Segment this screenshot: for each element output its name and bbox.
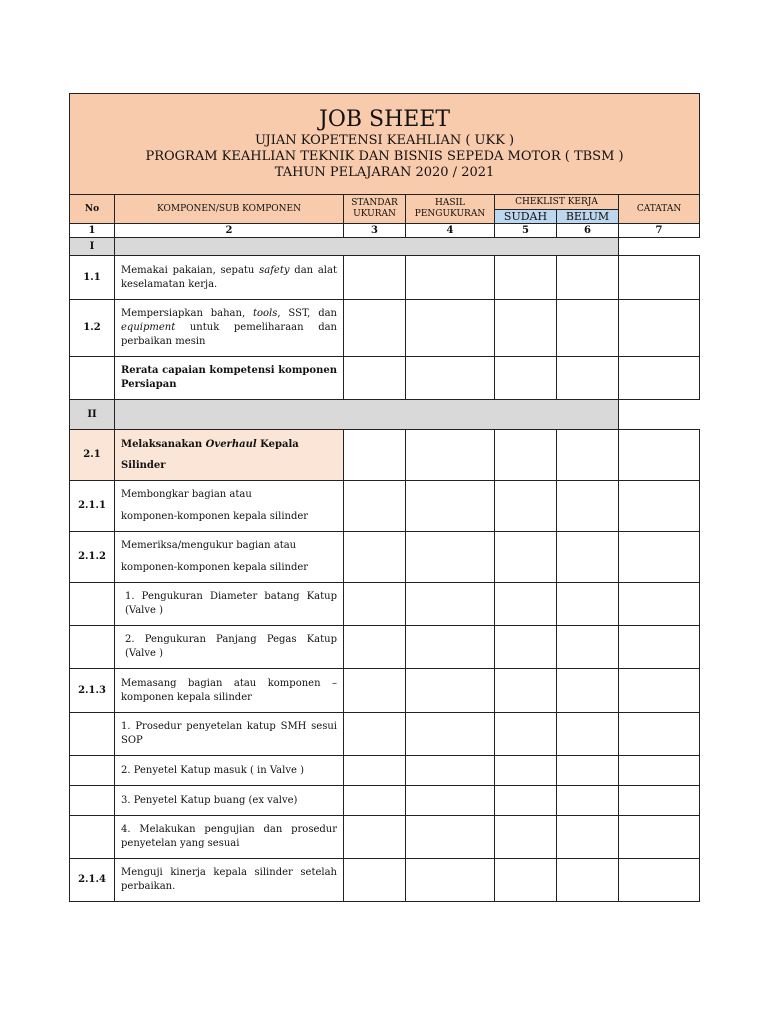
cell-belum[interactable] xyxy=(557,583,619,626)
table-row xyxy=(70,481,700,532)
header-line-3: TAHUN PELAJARAN 2020 / 2021 xyxy=(274,165,495,180)
cell-belum[interactable] xyxy=(557,786,619,816)
cell-standar[interactable] xyxy=(344,532,406,583)
table-row xyxy=(70,816,700,859)
row-text: Menguji kinerja kepala silinder setelah perbaikan. xyxy=(115,859,344,902)
table-row xyxy=(70,532,700,583)
cell-catatan[interactable] xyxy=(619,300,700,357)
header-line-1: UJIAN KOPETENSI KEAHLIAN ( UKK ) xyxy=(254,133,515,148)
table-row xyxy=(70,756,700,786)
col-number: 1 xyxy=(70,224,115,238)
cell-sudah[interactable] xyxy=(495,786,557,816)
cell-hasil[interactable] xyxy=(406,669,495,713)
cell-belum[interactable] xyxy=(557,859,619,902)
cell-hasil[interactable] xyxy=(406,786,495,816)
cell-standar[interactable] xyxy=(344,756,406,786)
row-number: 2.1.3 xyxy=(70,669,115,713)
row-text: 3. Penyetel Katup buang (ex valve) xyxy=(115,786,344,816)
job-sheet xyxy=(69,93,699,902)
cell-belum[interactable] xyxy=(557,756,619,786)
col-catatan: CATATAN xyxy=(619,195,700,224)
section-number: II xyxy=(70,400,115,430)
col-no: No xyxy=(70,195,115,224)
row-number: 1.2 xyxy=(70,300,115,357)
cell-hasil[interactable] xyxy=(406,626,495,669)
sheet-header xyxy=(70,94,700,195)
job-sheet-table xyxy=(69,93,700,902)
cell-standar[interactable] xyxy=(344,626,406,669)
cell-belum[interactable] xyxy=(557,532,619,583)
col-komponen: KOMPONEN/SUB KOMPONEN xyxy=(115,195,344,224)
cell-standar[interactable] xyxy=(344,816,406,859)
table-row xyxy=(70,786,700,816)
row-text: Melaksanakan Overhaul Kepala Silinder xyxy=(115,430,344,481)
row-text: Membongkar bagian atau komponen-komponen kepala silinder xyxy=(115,481,344,532)
table-row xyxy=(70,626,700,669)
cell-standar[interactable] xyxy=(344,859,406,902)
col-number: 5 xyxy=(495,224,557,238)
cell-catatan[interactable] xyxy=(619,859,700,902)
cell-sudah[interactable] xyxy=(495,669,557,713)
col-belum: BELUM xyxy=(557,210,619,224)
row-text: 2. Pengukuran Panjang Pegas Katup (Valve ) xyxy=(115,626,344,669)
cell-sudah[interactable] xyxy=(495,583,557,626)
cell-sudah[interactable] xyxy=(495,626,557,669)
cell-standar[interactable] xyxy=(344,669,406,713)
cell-belum[interactable] xyxy=(557,669,619,713)
cell-catatan[interactable] xyxy=(619,786,700,816)
section-number: I xyxy=(70,238,115,256)
cell-belum[interactable] xyxy=(557,816,619,859)
cell-standar[interactable] xyxy=(344,583,406,626)
cell-sudah[interactable] xyxy=(495,816,557,859)
sheet-title: JOB SHEET xyxy=(319,107,451,132)
cell-hasil[interactable] xyxy=(406,357,495,400)
row-text: Memeriksa/mengukur bagian atau komponen-komponen kepala silinder xyxy=(115,532,344,583)
cell-belum[interactable] xyxy=(557,357,619,400)
col-number: 3 xyxy=(344,224,406,238)
cell-standar[interactable] xyxy=(344,481,406,532)
cell-sudah[interactable] xyxy=(495,357,557,400)
cell-hasil[interactable] xyxy=(406,300,495,357)
cell-sudah[interactable] xyxy=(495,532,557,583)
cell-standar[interactable] xyxy=(344,786,406,816)
cell-sudah[interactable] xyxy=(495,756,557,786)
section-row xyxy=(70,400,700,430)
col-checklist: CHEKLIST KERJA xyxy=(495,195,619,210)
table-row xyxy=(70,357,700,400)
cell-catatan[interactable] xyxy=(619,816,700,859)
cell-hasil[interactable] xyxy=(406,816,495,859)
row-number: 2.1 xyxy=(70,430,115,481)
cell-catatan[interactable] xyxy=(619,256,700,300)
cell-sudah[interactable] xyxy=(495,481,557,532)
column-number-row xyxy=(70,224,700,238)
table-row xyxy=(70,430,700,481)
cell-hasil[interactable] xyxy=(406,713,495,756)
cell-hasil[interactable] xyxy=(406,430,495,481)
cell-standar[interactable] xyxy=(344,256,406,300)
cell-belum[interactable] xyxy=(557,300,619,357)
section-bar xyxy=(115,400,619,430)
cell-standar[interactable] xyxy=(344,430,406,481)
section-row xyxy=(70,238,700,256)
table-row xyxy=(70,669,700,713)
col-number: 6 xyxy=(557,224,619,238)
row-number: 2.1.4 xyxy=(70,859,115,902)
row-text: 1. Prosedur penyetelan katup SMH sesui SOP xyxy=(115,713,344,756)
cell-belum[interactable] xyxy=(557,430,619,481)
col-number: 2 xyxy=(115,224,344,238)
row-number: 2.1.1 xyxy=(70,481,115,532)
col-number: 7 xyxy=(619,224,700,238)
table-row xyxy=(70,583,700,626)
row-number: 1.1 xyxy=(70,256,115,300)
cell-catatan[interactable] xyxy=(619,669,700,713)
cell-hasil[interactable] xyxy=(406,756,495,786)
cell-standar[interactable] xyxy=(344,300,406,357)
row-text: 4. Melakukan pengujian dan prosedur penyetelan yang sesuai xyxy=(115,816,344,859)
cell-catatan[interactable] xyxy=(619,756,700,786)
cell-belum[interactable] xyxy=(557,481,619,532)
cell-catatan[interactable] xyxy=(619,357,700,400)
cell-sudah[interactable] xyxy=(495,256,557,300)
cell-sudah[interactable] xyxy=(495,713,557,756)
table-row xyxy=(70,713,700,756)
cell-hasil[interactable] xyxy=(406,532,495,583)
cell-belum[interactable] xyxy=(557,626,619,669)
header-line-2: PROGRAM KEAHLIAN TEKNIK DAN BISNIS SEPEDA MOTOR ( TBSM ) xyxy=(145,149,624,164)
cell-hasil[interactable] xyxy=(406,481,495,532)
row-number: 2.1.2 xyxy=(70,532,115,583)
cell-belum[interactable] xyxy=(557,256,619,300)
cell-belum[interactable] xyxy=(557,713,619,756)
cell-hasil[interactable] xyxy=(406,583,495,626)
cell-sudah[interactable] xyxy=(495,430,557,481)
table-row xyxy=(70,859,700,902)
section-bar xyxy=(115,238,619,256)
cell-catatan[interactable] xyxy=(619,583,700,626)
cell-catatan[interactable] xyxy=(619,430,700,481)
cell-catatan[interactable] xyxy=(619,713,700,756)
cell-catatan[interactable] xyxy=(619,532,700,583)
row-text: Memakai pakaian, sepatu safety dan alat keselamatan kerja. xyxy=(115,256,344,300)
cell-hasil[interactable] xyxy=(406,256,495,300)
cell-sudah[interactable] xyxy=(495,859,557,902)
col-standar: STANDAR UKURAN xyxy=(344,195,406,224)
col-hasil: HASIL PENGUKURAN xyxy=(406,195,495,224)
table-row xyxy=(70,300,700,357)
row-text: 2. Penyetel Katup masuk ( in Valve ) xyxy=(115,756,344,786)
cell-catatan[interactable] xyxy=(619,626,700,669)
row-text: Mempersiapkan bahan, tools, SST, dan equipment untuk pemeliharaan dan perbaikan mesin xyxy=(115,300,344,357)
col-sudah: SUDAH xyxy=(495,210,557,224)
cell-standar[interactable] xyxy=(344,713,406,756)
row-text: 1. Pengukuran Diameter batang Katup (Valve ) xyxy=(115,583,344,626)
col-number: 4 xyxy=(406,224,495,238)
cell-hasil[interactable] xyxy=(406,859,495,902)
rerata-text: Rerata capaian kompetensi komponen Persiapan xyxy=(115,357,344,400)
cell-catatan[interactable] xyxy=(619,481,700,532)
table-row xyxy=(70,256,700,300)
cell-standar[interactable] xyxy=(344,357,406,400)
cell-sudah[interactable] xyxy=(495,300,557,357)
row-text: Memasang bagian atau komponen – komponen kepala silinder xyxy=(115,669,344,713)
